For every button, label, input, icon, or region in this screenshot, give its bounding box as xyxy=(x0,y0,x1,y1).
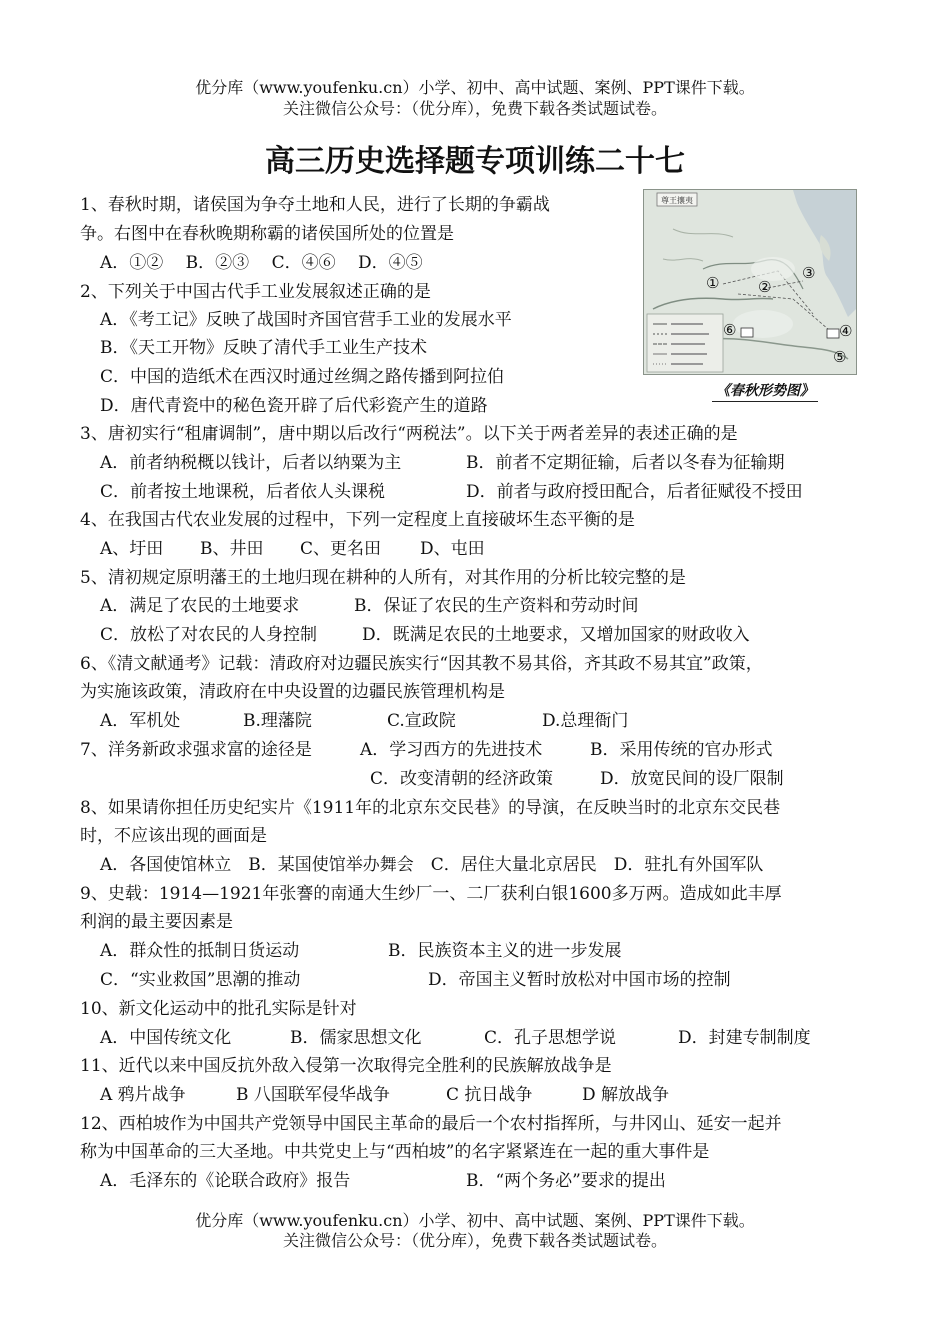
q12-stem-line2: 称为中国革命的三大圣地。中共党史上与“西柏坡”的名字紧紧连在一起的重大事件是 xyxy=(80,1142,710,1162)
footer-line-2: 关注微信公众号：（优分库），免费下载各类试题试卷。 xyxy=(282,1231,667,1250)
q2-option-a: A．《考工记》反映了战国时齐国官营手工业的发展水平 xyxy=(100,310,512,330)
q3-stem: 3、唐初实行“租庸调制”，唐中期以后改行“两税法”。以下关于两者差异的表述正确的是 xyxy=(80,424,738,444)
q3-option-c: C．前者按土地课税，后者依人头课税 xyxy=(100,482,386,502)
q3-option-d: D．前者与政府授田配合，后者征赋役不授田 xyxy=(466,482,803,502)
marker-1: ① xyxy=(706,274,720,292)
q7-stem: 7、洋务新政求强求富的途径是 xyxy=(80,740,312,760)
q9-option-c: C．“实业救国”思潮的推动 xyxy=(100,970,301,990)
q3-option-a: A．前者纳税概以钱计，后者以纳粟为主 xyxy=(100,453,402,473)
footer-line-1: 优分库（www.youfenku.cn）小学、初中、高中试题、案例、PPT课件下载。 xyxy=(195,1211,755,1230)
q8-stem-line1: 8、如果请你担任历史纪实片《1911年的北京东交民巷》的导演，在反映当时的北京东交民巷 xyxy=(80,798,781,818)
q12-option-a: A．毛泽东的《论联合政府》报告 xyxy=(100,1171,351,1191)
q1-stem-line1: 1、春秋时期，诸侯国为争夺土地和人民，进行了长期的争霸战 xyxy=(80,195,550,215)
q5-option-d: D．既满足农民的土地要求，又增加国家的财政收入 xyxy=(362,625,750,645)
q2-option-d: D．唐代青瓷中的秘色瓷开辟了后代彩瓷产生的道路 xyxy=(100,396,488,416)
q3-option-b: B．前者不定期征输，后者以冬春为征输期 xyxy=(466,453,785,473)
marker-2: ② xyxy=(758,278,772,296)
q6-option-c: C.宣政院 xyxy=(387,711,456,731)
q5-option-c: C．放松了对农民的人身控制 xyxy=(100,625,318,645)
q10-stem: 10、新文化运动中的批孔实际是针对 xyxy=(80,999,357,1019)
marker-3: ③ xyxy=(802,264,816,282)
q9-option-d: D．帝国主义暂时放松对中国市场的控制 xyxy=(428,970,731,990)
q1-options: A．①② B．②③ C．④⑥ D．④⑤ xyxy=(100,253,423,273)
q9-option-a: A．群众性的抵制日货运动 xyxy=(100,941,300,961)
q7-option-a: A．学习西方的先进技术 xyxy=(360,740,543,760)
q2-option-c: C．中国的造纸术在西汉时通过丝绸之路传播到阿拉伯 xyxy=(100,367,505,387)
q4-option-d: D、屯田 xyxy=(420,539,485,559)
q11-option-d: D 解放战争 xyxy=(582,1085,670,1105)
marker-4: ④ xyxy=(839,322,853,340)
q12-stem-line1: 12、西柏坡作为中国共产党领导中国民主革命的最后一个农村指挥所，与井冈山、延安一起并 xyxy=(80,1114,782,1134)
q6-stem-line1: 6、《清文献通考》记载：清政府对边疆民族实行“因其教不易其俗，齐其政不易其宜”政策， xyxy=(80,654,763,674)
q5-option-b: B．保证了农民的生产资料和劳动时间 xyxy=(354,596,639,616)
q9-option-b: B．民族资本主义的进一步发展 xyxy=(388,941,622,961)
q2-stem: 2、下列关于中国古代手工业发展叙述正确的是 xyxy=(80,282,431,302)
map-caption: 《春秋形势图》 xyxy=(712,381,818,402)
page-title: 高三历史选择题专项训练二十七 xyxy=(265,144,685,179)
q4-option-a: A、圩田 xyxy=(100,539,164,559)
q6-option-a: A．军机处 xyxy=(100,711,181,731)
q11-option-a: A 鸦片战争 xyxy=(100,1085,186,1105)
q11-option-b: B 八国联军侵华战争 xyxy=(236,1085,390,1105)
q4-option-b: B、井田 xyxy=(200,539,264,559)
header-line-1: 优分库（www.youfenku.cn）小学、初中、高中试题、案例、PPT课件下载。 xyxy=(195,78,755,97)
spring-autumn-map xyxy=(643,189,857,375)
q8-options: A．各国使馆林立 B．某国使馆举办舞会 C．居住大量北京居民 D．驻扎有外国军队 xyxy=(100,855,764,875)
header-line-2: 关注微信公众号：（优分库），免费下载各类试题试卷。 xyxy=(282,99,667,118)
q7-option-c: C．改变清朝的经济政策 xyxy=(370,769,554,789)
q9-stem-line2: 利润的最主要因素是 xyxy=(80,912,233,932)
map-inset-label: 尊王攘夷 xyxy=(661,196,693,205)
q11-option-c: C 抗日战争 xyxy=(446,1085,533,1105)
q1-stem-line2: 争。右图中在春秋晚期称霸的诸侯国所处的位置是 xyxy=(80,224,454,244)
q7-option-b: B．采用传统的官办形式 xyxy=(590,740,773,760)
q5-stem: 5、清初规定原明藩王的土地归现在耕种的人所有，对其作用的分析比较完整的是 xyxy=(80,568,686,588)
q10-option-a: A．中国传统文化 xyxy=(100,1028,232,1048)
q4-stem: 4、在我国古代农业发展的过程中，下列一定程度上直接破坏生态平衡的是 xyxy=(80,510,635,530)
q6-option-d: D.总理衙门 xyxy=(542,711,629,731)
marker-6: ⑥ xyxy=(723,321,737,339)
q6-option-b: B.理藩院 xyxy=(243,711,312,731)
q11-stem: 11、近代以来中国反抗外敌入侵第一次取得完全胜利的民族解放战争是 xyxy=(80,1056,612,1076)
marker-5: ⑤ xyxy=(833,348,847,366)
q2-option-b: B．《天工开物》反映了清代手工业生产技术 xyxy=(100,338,427,358)
q6-stem-line2: 为实施该政策，清政府在中央设置的边疆民族管理机构是 xyxy=(80,682,505,702)
q5-option-a: A．满足了农民的土地要求 xyxy=(100,596,300,616)
q8-stem-line2: 时，不应该出现的画面是 xyxy=(80,826,267,846)
q10-option-d: D．封建专制制度 xyxy=(678,1028,811,1048)
q4-option-c: C、更名田 xyxy=(300,539,382,559)
q10-option-b: B．儒家思想文化 xyxy=(290,1028,422,1048)
q12-option-b: B．“两个务必”要求的提出 xyxy=(466,1171,666,1191)
q10-option-c: C．孔子思想学说 xyxy=(484,1028,617,1048)
q9-stem-line1: 9、史载：1914—1921年张謇的南通大生纱厂一、二厂获利白银1600多万两。造成如此丰厚 xyxy=(80,884,782,904)
q7-option-d: D．放宽民间的设厂限制 xyxy=(600,769,784,789)
